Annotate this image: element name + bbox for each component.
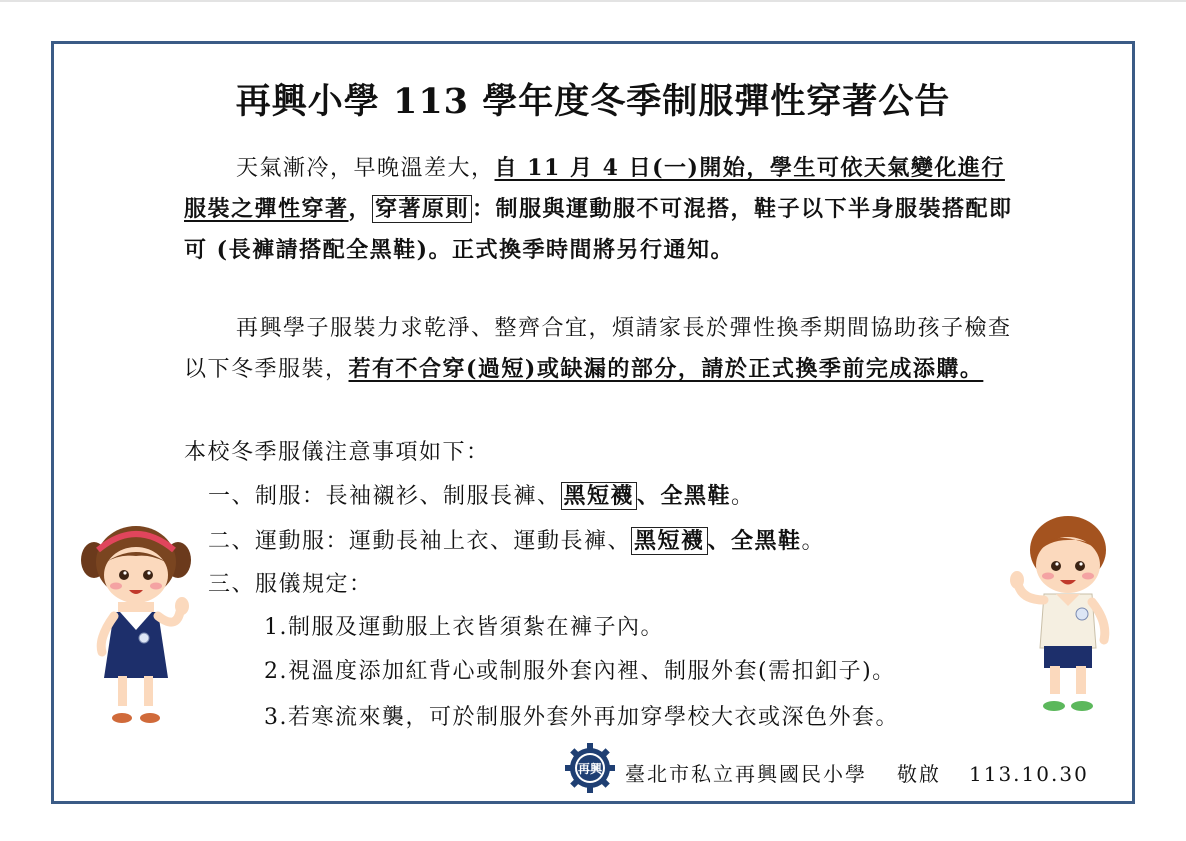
item-sportswear xyxy=(208,524,825,555)
notice-intro: 本校冬季服儀注意事項如下： xyxy=(184,440,490,465)
respect-word: 敬啟 xyxy=(897,762,941,786)
item-sportswear-end: 。 xyxy=(801,529,826,554)
p1-text-1: 天氣漸冷，早晚溫差大， xyxy=(236,156,495,181)
rule-3: 3.若寒流來襲，可於制服外套外再加穿學校大衣或深色外套。 xyxy=(264,705,899,730)
p2-highlight: 若有不合穿(過短)或缺漏的部分，請於正式換季前完成添購。 xyxy=(348,356,984,382)
girl-illustration xyxy=(80,520,192,725)
top-divider xyxy=(0,0,1186,2)
school-logo xyxy=(564,742,616,794)
item-uniform xyxy=(208,479,755,510)
item-sportswear-bold: 、全黑鞋 xyxy=(707,528,802,554)
paragraph-1 xyxy=(184,148,1014,271)
p1-boxed-principle: 穿著原則 xyxy=(372,195,472,223)
rule-2: 2.視溫度添加紅背心或制服外套內裡、制服外套(需扣釦子)。 xyxy=(264,659,896,684)
paragraph-2 xyxy=(184,308,1014,390)
p1-text-rest: ：制服與運動服不可混搭，鞋子以下半身服裝搭配即可 (長褲請搭配全黑鞋)。正式換季時間將另行通知。 xyxy=(184,196,1013,263)
logo-text: 再興 xyxy=(577,762,603,776)
item-sportswear-boxed: 黑短襪 xyxy=(631,527,708,555)
notice-date: 113.10.30 xyxy=(969,762,1089,786)
boy-illustration xyxy=(1008,510,1123,715)
p2-text-1: 再興學子服裝力求乾淨、整齊合宜，煩請家長於彈性換季期間協助孩子檢查以下冬季服裝， xyxy=(184,316,1012,382)
item-uniform-text: 一、制服：長袖襯衫、制服長褲、 xyxy=(208,484,561,509)
item-rules-label: 三、服儀規定： xyxy=(208,572,373,597)
school-name: 臺北市私立再興國民小學 xyxy=(625,762,867,786)
item-uniform-bold: 、全黑鞋 xyxy=(637,483,732,509)
item-sportswear-text: 二、運動服：運動長袖上衣、運動長褲、 xyxy=(208,529,632,554)
signature-line xyxy=(625,758,1089,787)
rule-1: 1.制服及運動服上衣皆須紮在褲子內。 xyxy=(264,615,664,640)
item-uniform-boxed: 黑短襪 xyxy=(561,482,638,510)
p1-comma: ， xyxy=(348,196,373,222)
p1-highlight: 自 11 月 4 日(一)開始，學生可依天氣變化進行服裝之彈性穿著 xyxy=(184,155,1005,222)
item-uniform-end: 。 xyxy=(731,484,755,509)
notice-title: 再興小學 113 學年度冬季制服彈性穿著公告 xyxy=(235,81,951,122)
